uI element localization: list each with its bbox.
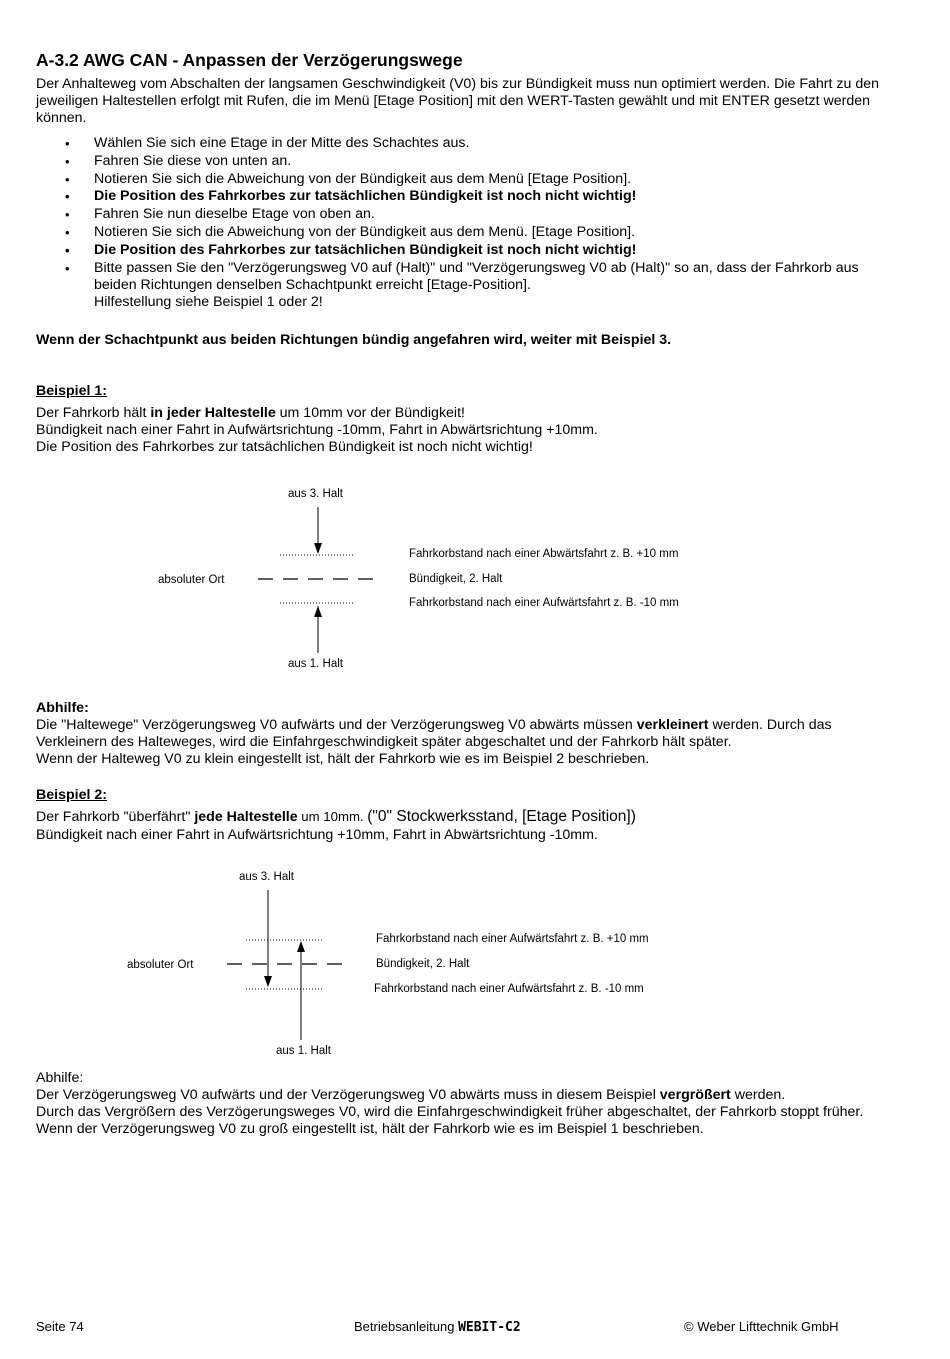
example1-line2: Bündigkeit nach einer Fahrt in Aufwärtsrichtung -10mm, Fahrt in Abwärtsrichtung +10mm. — [36, 422, 598, 438]
example1-remedy-heading: Abhilfe: — [36, 700, 89, 716]
manual-title: Betriebsanleitung WEBIT-C2 — [354, 1319, 521, 1335]
diagram-bottom-label: aus 1. Halt — [288, 658, 343, 670]
list-item: • Fahren Sie nun dieselbe Etage von oben an. — [36, 206, 886, 224]
diagram-left-label: absoluter Ort — [127, 959, 194, 971]
example1-remedy: Die "Haltewege" Verzögerungsweg V0 aufwärts und der Verzögerungsweg V0 abwärts müssen verkleinert werden. Durch das Verkleinern des Halteweges, wird die Einfahrgeschwindigkeit später abgeschaltet und der Fahrkorb hält später. — [36, 717, 832, 750]
list-item: • Bitte passen Sie den "Verzögerungsweg V0 auf (Halt)" und "Verzögerungsweg V0 ab (Halt)" so an, dass der Fahrkorb aus beiden Richtungen denselben Schachtpunkt erreicht [Etage-Position]. Hilfestellung siehe Beispiel 1 oder 2! — [36, 260, 886, 311]
example1-line1: Der Fahrkorb hält in jeder Haltestelle um 10mm vor der Bündigkeit! — [36, 405, 465, 421]
example1-remedy-line2: Wenn der Halteweg V0 zu klein eingestellt ist, hält der Fahrkorb wie es im Beispiel 2 beschrieben. — [36, 751, 650, 767]
example2-remedy: Der Verzögerungsweg V0 aufwärts und der Verzögerungsweg V0 abwärts muss in diesem Beispiel vergrößert werden. — [36, 1087, 786, 1103]
list-item: • Notieren Sie sich die Abweichung von der Bündigkeit aus dem Menü. [Etage Position]. — [36, 224, 886, 242]
diagram-top-label: aus 3. Halt — [288, 488, 343, 500]
example2-remedy-heading: Abhilfe: — [36, 1070, 84, 1086]
diagram-left-label: absoluter Ort — [158, 574, 225, 586]
diagram-row2: Bündigkeit, 2. Halt — [409, 573, 503, 585]
diagram-row3: Fahrkorbstand nach einer Aufwärtsfahrt z. B. -10 mm — [374, 983, 644, 995]
list-item: • Notieren Sie sich die Abweichung von der Bündigkeit aus dem Menü [Etage Position]. — [36, 171, 886, 189]
continue-note: Wenn der Schachtpunkt aus beiden Richtungen bündig angefahren wird, weiter mit Beispiel 3. — [36, 332, 672, 348]
example2-line2: Bündigkeit nach einer Fahrt in Aufwärtsrichtung +10mm, Fahrt in Abwärtsrichtung -10mm. — [36, 827, 598, 843]
diagram-row2: Bündigkeit, 2. Halt — [376, 958, 470, 970]
list-item: • Die Position des Fahrkorbes zur tatsächlichen Bündigkeit ist noch nicht wichtig! — [36, 242, 886, 260]
copyright: © Weber Lifttechnik GmbH — [684, 1319, 839, 1334]
example1-heading: Beispiel 1: — [36, 383, 107, 399]
example2-line1: Der Fahrkorb "überfährt" jede Haltestelle um 10mm. ("0" Stockwerksstand, [Etage Position]) — [36, 808, 636, 825]
intro-paragraph: Der Anhalteweg vom Abschalten der langsamen Geschwindigkeit (V0) bis zur Bündigkeit muss nun optimiert werden. Die Fahrt zu den jeweiligen Haltestellen erfolgt mit Rufen, die im Menü [Etage Position] mit den WERT-Tasten gewählt und mit ENTER gesetzt werden können. — [36, 76, 880, 126]
list-item: • Die Position des Fahrkorbes zur tatsächlichen Bündigkeit ist noch nicht wichtig! — [36, 188, 886, 206]
diagram-row1: Fahrkorbstand nach einer Abwärtsfahrt z. B. +10 mm — [409, 548, 679, 560]
diagram-bottom-label: aus 1. Halt — [276, 1045, 331, 1057]
diagram-row3: Fahrkorbstand nach einer Aufwärtsfahrt z. B. -10 mm — [409, 597, 679, 609]
list-item: • Wählen Sie sich eine Etage in der Mitte des Schachtes aus. — [36, 135, 886, 153]
example2-heading: Beispiel 2: — [36, 787, 107, 803]
example2-remedy-line2: Durch das Vergrößern des Verzögerungsweges V0, wird die Einfahrgeschwindigkeit früher abgeschaltet, der Fahrkorb stoppt früher. Wenn der Verzögerungsweg V0 zu groß eingestellt ist, hält der Fahrkorb wie es im Beispiel 1 beschrieben. — [36, 1104, 864, 1137]
list-item: • Fahren Sie diese von unten an. — [36, 153, 886, 171]
diagram-row1: Fahrkorbstand nach einer Aufwärtsfahrt z. B. +10 mm — [376, 933, 649, 945]
diagram-top-label: aus 3. Halt — [239, 871, 294, 883]
section-title: A-3.2 AWG CAN - Anpassen der Verzögerungswege — [36, 50, 463, 70]
example1-line3: Die Position des Fahrkorbes zur tatsächlichen Bündigkeit ist noch nicht wichtig! — [36, 439, 533, 455]
page-number: Seite 74 — [36, 1319, 84, 1334]
